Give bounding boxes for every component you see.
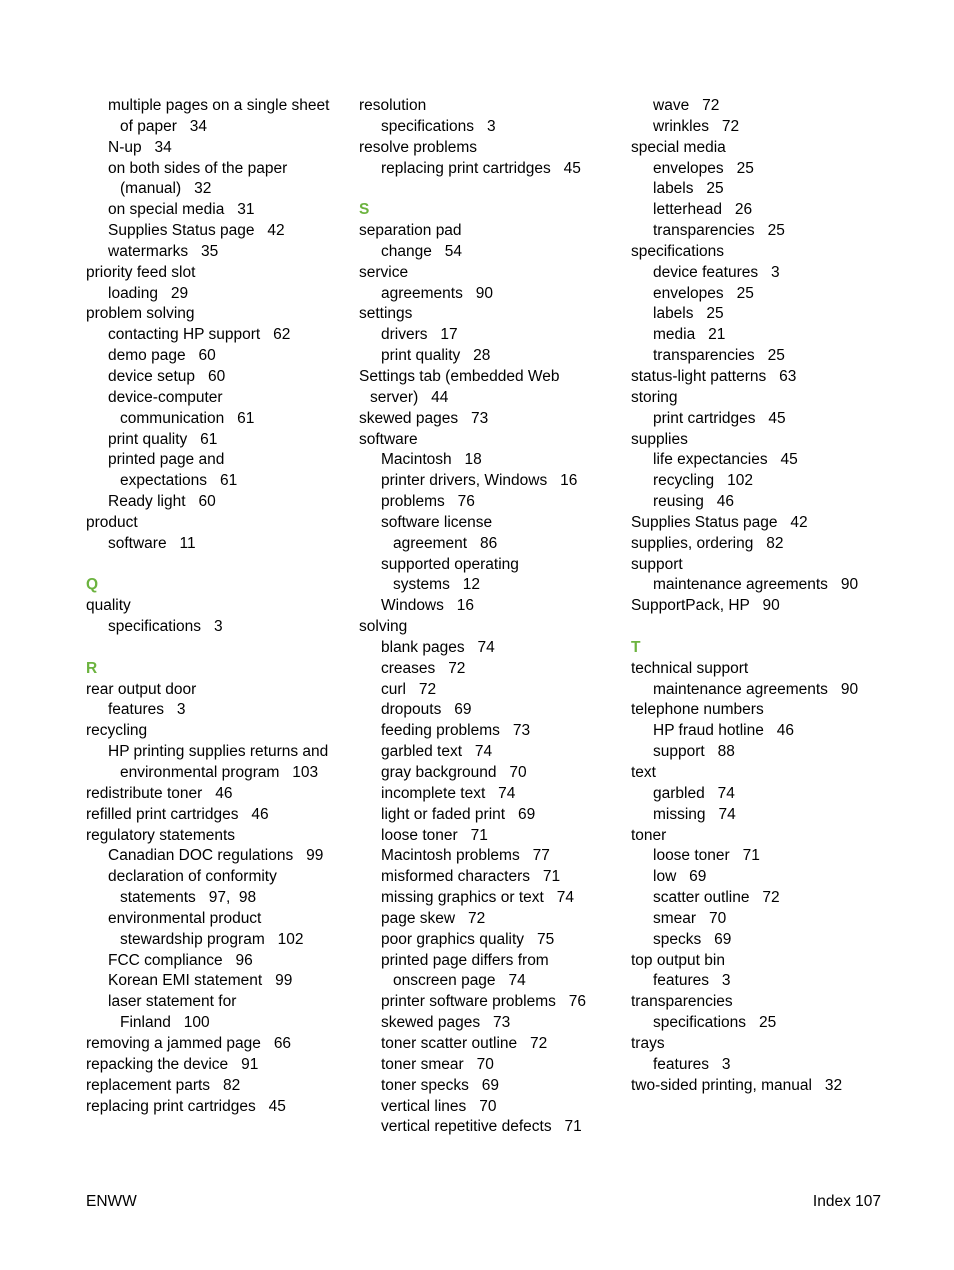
index-subentry: HP fraud hotline 46 [653,722,795,740]
index-subentry: Korean EMI statement 99 [108,972,293,990]
index-entry: toner [631,826,667,844]
index-entry: replacement parts 82 [86,1076,241,1094]
index-entry: resolution [359,97,427,114]
index-subentry: multiple pages on a single sheet [108,97,330,114]
index-subentry: Windows 16 [381,597,475,615]
section-spacer [359,179,621,200]
index-subentry: transparencies 25 [653,347,785,365]
index-subentry: toner smear 70 [381,1055,494,1073]
index-subentry: envelopes 25 [653,284,754,302]
index-entry: refilled print cartridges 46 [86,805,269,823]
index-subentry: declaration of conformity [108,868,277,886]
index-subentry: Ready light 60 [108,493,216,511]
index-subentry: environmental program 103 [120,764,319,781]
index-subentry: agreement 86 [393,534,498,552]
index-subentry: garbled text 74 [381,743,493,761]
index-subentry: features 3 [653,972,731,990]
index-entry: Settings tab (embedded Web [359,367,560,385]
index-subentry: vertical repetitive defects 71 [381,1118,582,1136]
index-subentry: toner specks 69 [381,1076,500,1094]
index-entry: product [86,513,138,531]
index-subentry: incomplete text 74 [381,784,516,802]
index-subentry: features 3 [653,1055,731,1073]
index-entry: specifications [631,242,725,260]
index-subentry: smear 70 [653,909,727,927]
index-subentry: missing graphics or text 74 [381,889,574,907]
index-entry: trays [631,1034,665,1052]
index-subentry: garbled 74 [653,784,735,802]
index-entry: software [359,430,418,448]
section-letter-heading: R [86,659,98,677]
index-subentry: agreements 90 [381,284,494,302]
index-subentry: demo page 60 [108,347,216,365]
index-subentry: change 54 [381,242,463,260]
index-entry: two-sided printing, manual 32 [631,1076,843,1094]
index-entry: resolve problems [359,138,478,156]
index-subentry: curl 72 [381,680,437,698]
index-subentry: loose toner 71 [653,847,760,865]
index-entry: solving [359,618,408,636]
index-subentry: specifications 3 [108,618,223,636]
index-subentry: print quality 28 [381,347,491,365]
index-subentry: communication 61 [120,409,255,427]
index-entry: telephone numbers [631,701,764,719]
index-entry: separation pad [359,222,462,240]
index-entry: status-light patterns 63 [631,367,797,385]
index-subentry: skewed pages 73 [381,1014,511,1032]
index-column-3 [631,96,893,1097]
index-subentry: page skew 72 [381,909,486,927]
index-subentry: blank pages 74 [381,638,495,656]
index-subentry: replacing print cartridges 45 [381,159,581,177]
index-entry: problem solving [86,305,195,323]
index-entry: replacing print cartridges 45 [86,1097,286,1115]
index-subentry: systems 12 [393,576,480,594]
index-subentry: HP printing supplies returns and [108,743,329,761]
index-entry: skewed pages 73 [359,409,489,427]
index-subentry: media 21 [653,326,726,344]
section-spacer [86,555,348,576]
index-subentry: printed page and [108,451,225,469]
index-subentry: dropouts 69 [381,701,472,719]
index-subentry: missing 74 [653,805,736,823]
index-subentry: FCC compliance 96 [108,951,253,969]
index-subentry: device-computer [108,388,223,406]
index-subentry: vertical lines 70 [381,1097,497,1115]
index-entry: transparencies [631,993,733,1011]
index-subentry: Finland 100 [120,1014,210,1032]
index-subentry: statements 97, 98 [120,889,257,907]
index-subentry: Canadian DOC regulations 99 [108,847,324,865]
index-subentry: of paper 34 [120,117,208,135]
footer-doc-code: ENWW [86,1193,137,1210]
index-entry: storing [631,388,678,406]
index-subentry: specifications 25 [653,1014,777,1032]
section-letter-heading: T [631,638,641,656]
index-subentry: wave 72 [653,97,720,114]
index-subentry: supported operating [381,555,519,573]
index-subentry: device setup 60 [108,367,226,385]
index-subentry: life expectancies 45 [653,451,798,469]
section-letter-heading: S [359,201,370,219]
index-entry: regulatory statements [86,826,236,844]
index-subentry: print cartridges 45 [653,409,786,427]
index-column-2 [359,96,621,1138]
index-subentry: on both sides of the paper [108,159,288,177]
index-subentry: environmental product [108,909,262,927]
index-subentry: Macintosh problems 77 [381,847,550,865]
section-spacer [86,638,348,659]
index-subentry: laser statement for [108,993,237,1011]
index-entry: Supplies Status page 42 [631,513,808,531]
index-subentry: creases 72 [381,659,466,677]
index-subentry: Macintosh 18 [381,451,482,469]
index-subentry: labels 25 [653,180,724,198]
index-subentry: reusing 46 [653,493,734,511]
index-subentry: problems 76 [381,493,475,511]
section-letter-heading: Q [86,576,99,594]
index-subentry: misformed characters 71 [381,868,561,886]
index-subentry: loose toner 71 [381,826,488,844]
index-subentry: scatter outline 72 [653,889,780,907]
index-subentry: print quality 61 [108,430,218,448]
index-subentry: specks 69 [653,930,732,948]
index-entry: redistribute toner 46 [86,784,233,802]
index-subentry: server) 44 [370,388,449,406]
index-subentry: printer software problems 76 [381,993,587,1011]
index-subentry: wrinkles 72 [653,117,740,135]
index-entry: text [631,764,656,781]
index-subentry: gray background 70 [381,764,527,781]
index-subentry: maintenance agreements 90 [653,576,859,594]
index-subentry: envelopes 25 [653,159,754,177]
index-entry: removing a jammed page 66 [86,1034,292,1052]
index-entry: technical support [631,659,749,677]
index-subentry: light or faded print 69 [381,805,536,823]
index-subentry: Supplies Status page 42 [108,222,285,240]
index-subentry: low 69 [653,868,707,886]
index-subentry: device features 3 [653,263,780,281]
index-entry: service [359,263,409,281]
index-subentry: stewardship program 102 [120,930,304,948]
index-entry: rear output door [86,680,197,698]
index-subentry: toner scatter outline 72 [381,1034,548,1052]
index-subentry: letterhead 26 [653,201,753,219]
index-subentry: maintenance agreements 90 [653,680,859,698]
index-subentry: labels 25 [653,305,724,323]
index-subentry: N-up 34 [108,138,172,156]
index-entry: recycling [86,722,148,740]
index-subentry: printer drivers, Windows 16 [381,472,578,490]
index-entry: repacking the device 91 [86,1055,259,1073]
index-subentry: transparencies 25 [653,222,785,240]
index-subentry: onscreen page 74 [393,972,526,990]
index-entry: SupportPack, HP 90 [631,597,780,615]
index-subentry: expectations 61 [120,472,238,490]
index-subentry: support 88 [653,743,735,761]
index-subentry: printed page differs from [381,951,549,969]
index-subentry: specifications 3 [381,117,496,135]
index-subentry: software 11 [108,534,196,552]
index-subentry: watermarks 35 [108,242,219,260]
index-subentry: features 3 [108,701,186,719]
index-entry: supplies, ordering 82 [631,534,784,552]
index-subentry: contacting HP support 62 [108,326,291,344]
index-entry: priority feed slot [86,263,196,281]
index-entry: quality [86,597,131,615]
index-entry: support [631,555,683,573]
section-spacer [631,617,893,638]
index-subentry: software license [381,513,493,531]
index-subentry: loading 29 [108,284,189,302]
index-subentry: (manual) 32 [120,180,212,198]
index-entry: settings [359,305,413,323]
index-entry: supplies [631,430,688,448]
footer-page-number: Index 107 [812,1193,881,1210]
index-column-1 [86,96,348,1117]
index-subentry: poor graphics quality 75 [381,930,555,948]
index-subentry: on special media 31 [108,201,255,219]
index-subentry: drivers 17 [381,326,458,344]
index-entry: special media [631,138,726,156]
index-subentry: feeding problems 73 [381,722,531,740]
index-entry: top output bin [631,951,725,969]
index-subentry: recycling 102 [653,472,753,490]
